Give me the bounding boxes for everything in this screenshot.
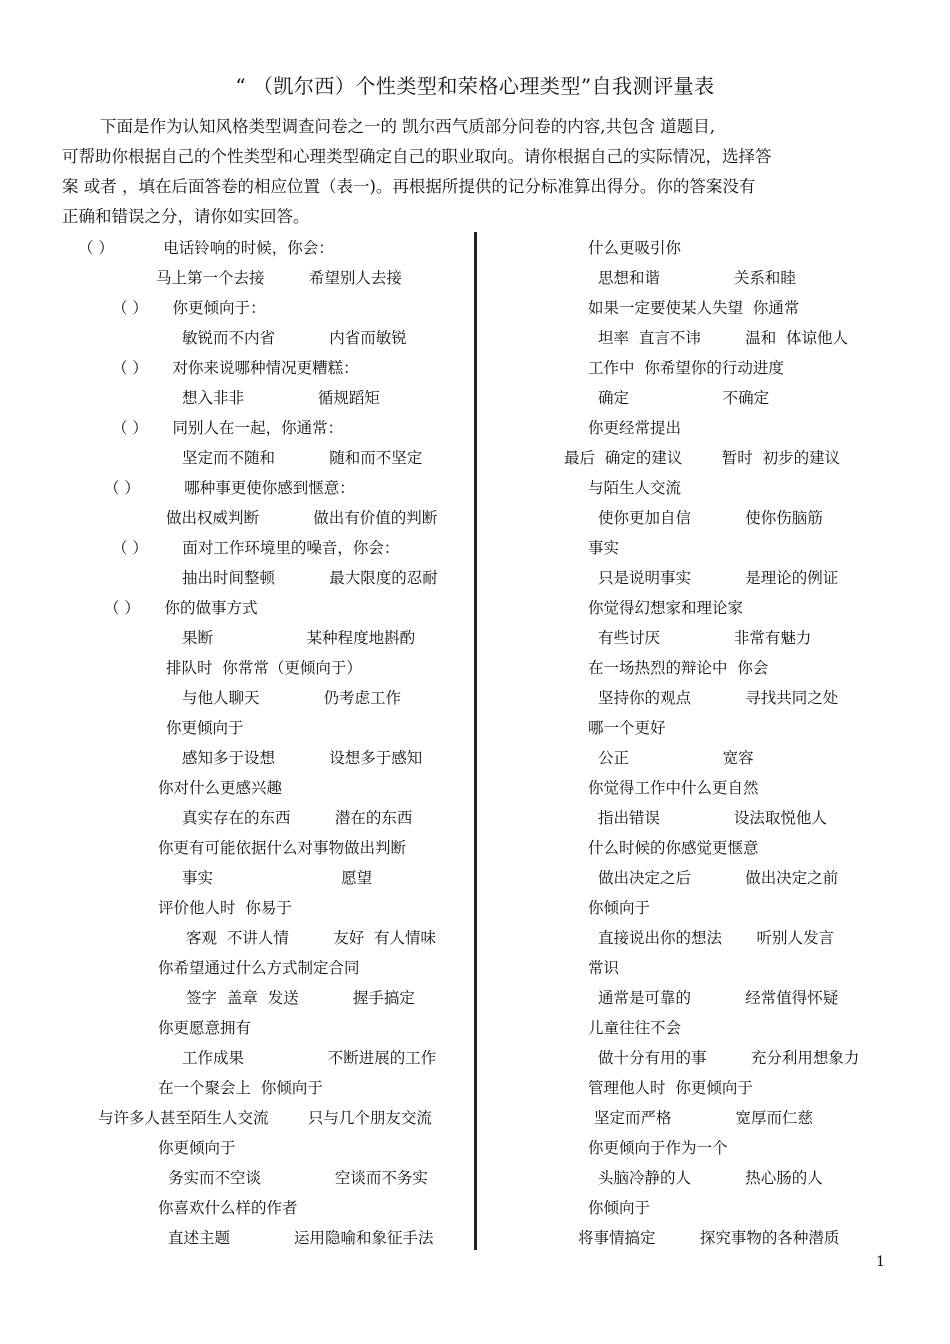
left-line: 做出权威判断 做出有价值的判断 xyxy=(166,509,438,527)
right-line: 你觉得工作中什么更自然 xyxy=(588,779,759,797)
left-line: （ ） 对你来说哪种情况更糟糕： xyxy=(112,359,359,377)
left-line: 敏锐而不内省 内省而敏锐 xyxy=(182,329,407,347)
left-line: 签字 盖章 发送 握手搞定 xyxy=(186,989,415,1007)
column-divider xyxy=(474,232,477,1250)
right-line: 儿童往往不会 xyxy=(588,1019,682,1037)
left-line: 感知多于设想 设想多于感知 xyxy=(182,749,423,767)
left-line: 工作成果 不断进展的工作 xyxy=(182,1049,437,1067)
right-line: 只是说明事实 是理论的例证 xyxy=(598,569,839,587)
left-line: 你更愿意拥有 xyxy=(158,1019,252,1037)
right-line: 头脑冷静的人 热心肠的人 xyxy=(598,1169,823,1187)
right-line: 确定 不确定 xyxy=(598,389,770,407)
right-line: 工作中 你希望你的行动进度 xyxy=(588,359,784,377)
left-line: 事实 愿望 xyxy=(182,869,373,887)
left-line: 坚定而不随和 随和而不坚定 xyxy=(182,449,423,467)
right-line: 使你更加自信 使你伤脑筋 xyxy=(598,509,823,527)
left-line: 与他人聊天 仍考虑工作 xyxy=(182,689,402,707)
left-line: 你对什么更感兴趣 xyxy=(158,779,283,797)
left-line: 与许多人甚至陌生人交流 只与几个朋友交流 xyxy=(98,1109,432,1127)
left-line: 真实存在的东西 潜在的东西 xyxy=(182,809,413,827)
left-line: 抽出时间整顿 最大限度的忍耐 xyxy=(182,569,438,587)
right-line: 将事情搞定 探究事物的各种潜质 xyxy=(578,1229,840,1247)
right-line: 直接说出你的想法 听别人发言 xyxy=(598,929,834,947)
right-line: 哪一个更好 xyxy=(588,719,666,737)
right-line: 与陌生人交流 xyxy=(588,479,682,497)
right-line: 你更经常提出 xyxy=(588,419,682,437)
left-line: 直述主题 运用隐喻和象征手法 xyxy=(168,1229,434,1247)
right-line: 你更倾向于作为一个 xyxy=(588,1139,728,1157)
right-line: 你觉得幻想家和理论家 xyxy=(588,599,744,617)
intro-line-2: 可帮助你根据自己的个性类型和心理类型确定自己的职业取向。请你根据自己的实际情况，选择答 xyxy=(62,147,772,166)
right-line: 思想和谐 关系和睦 xyxy=(598,269,796,287)
left-line: 马上第一个去接 希望别人去接 xyxy=(156,269,402,287)
intro-line-1: 下面是作为认知风格类型调查问卷之一的 凯尔西气质部分问卷的内容,共包含 道题目, xyxy=(100,117,715,136)
left-line: 评价他人时 你易于 xyxy=(158,899,292,917)
right-line: 什么时候的你感觉更惬意 xyxy=(588,839,759,857)
right-line: 你倾向于 xyxy=(588,899,651,917)
right-line: 通常是可靠的 经常值得怀疑 xyxy=(598,989,839,1007)
left-line: 务实而不空谈 空谈而不务实 xyxy=(168,1169,428,1187)
left-line: 你喜欢什么样的作者 xyxy=(158,1199,298,1217)
left-line: 你更倾向于 xyxy=(158,1139,236,1157)
right-line: 做出决定之后 做出决定之前 xyxy=(598,869,839,887)
left-line: （ ） 同别人在一起，你通常： xyxy=(112,419,344,437)
left-line: （ ） 哪种事更使你感到惬意： xyxy=(104,479,355,497)
left-line: （ ） 你的做事方式 xyxy=(104,599,258,617)
right-line: 事实 xyxy=(588,539,620,557)
right-line: 你倾向于 xyxy=(588,1199,651,1217)
left-line: 排队时 你常常（更倾向于） xyxy=(166,659,362,677)
right-line: 指出错误 设法取悦他人 xyxy=(598,809,827,827)
intro-line-3: 案 或者 ，填在后面答卷的相应位置（表一)。再根据所提供的记分标准算出得分。你的答案没有 xyxy=(62,177,756,196)
right-line: 最后 确定的建议 暂时 初步的建议 xyxy=(564,449,841,467)
page-number: 1 xyxy=(876,1254,885,1270)
intro-paragraph xyxy=(62,112,884,232)
page-title: “ （凯尔西）个性类型和荣格心理类型”自我测评量表 xyxy=(235,74,715,98)
right-line: 如果一定要使某人失望 你通常 xyxy=(588,299,800,317)
left-line: 你希望通过什么方式制定合同 xyxy=(158,959,360,977)
left-line: 你更有可能依据什么对事物做出判断 xyxy=(158,839,407,857)
left-line: 想入非非 循规蹈矩 xyxy=(182,389,380,407)
right-line: 坚定而严格 宽厚而仁慈 xyxy=(594,1109,814,1127)
left-line: 果断 某种程度地斟酌 xyxy=(182,629,416,647)
right-line: 坚持你的观点 寻找共同之处 xyxy=(598,689,839,707)
left-line: （ ） 电话铃响的时候，你会： xyxy=(78,239,334,257)
right-line: 公正 宽容 xyxy=(598,749,754,767)
left-line: 在一个聚会上 你倾向于 xyxy=(158,1079,323,1097)
left-line: 客观 不讲人情 友好 有人情味 xyxy=(186,929,437,947)
right-line: 管理他人时 你更倾向于 xyxy=(588,1079,753,1097)
left-line: （ ） 你更倾向于： xyxy=(112,299,266,317)
right-line: 坦率 直言不讳 温和 体谅他人 xyxy=(598,329,849,347)
right-line: 做十分有用的事 充分利用想象力 xyxy=(598,1049,860,1067)
left-line: （ ） 面对工作环境里的噪音，你会： xyxy=(112,539,400,557)
left-line: 你更倾向于 xyxy=(166,719,244,737)
right-line: 在一场热烈的辩论中 你会 xyxy=(588,659,769,677)
intro-line-4: 正确和错误之分，请你如实回答。 xyxy=(62,207,310,226)
right-line: 有些讨厌 非常有魅力 xyxy=(598,629,812,647)
right-line: 常识 xyxy=(588,959,620,977)
right-line: 什么更吸引你 xyxy=(588,239,682,257)
